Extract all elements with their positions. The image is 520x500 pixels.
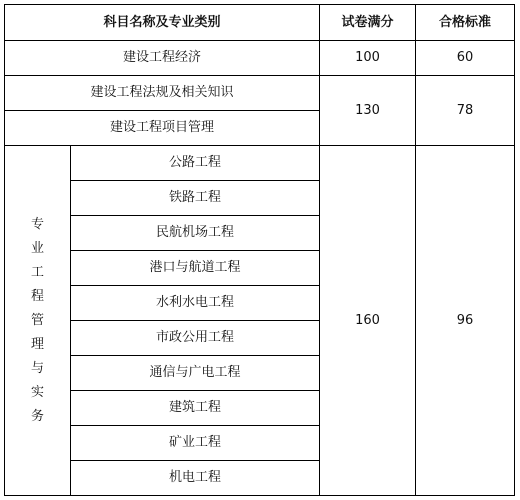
subject-law: 建设工程法规及相关知识 [5,76,320,111]
subject-management: 建设工程项目管理 [5,111,320,146]
specialty-item: 通信与广电工程 [71,356,320,391]
specialty-label-char: 管 [30,312,44,328]
specialty-item: 公路工程 [71,146,320,181]
pass-mark-law-mgmt: 78 [416,76,515,146]
specialty-item: 矿业工程 [71,426,320,461]
header-subject: 科目名称及专业类别 [5,5,320,41]
pass-mark-specialty: 96 [416,146,515,496]
header-pass-mark: 合格标准 [416,5,515,41]
specialty-label-char: 务 [30,408,44,424]
full-score-economy: 100 [320,41,416,76]
specialty-item: 民航机场工程 [71,216,320,251]
specialty-label-char: 程 [30,288,44,304]
specialty-item: 市政公用工程 [71,321,320,356]
exam-score-table [4,4,515,496]
pass-mark-economy: 60 [416,41,515,76]
subject-economy: 建设工程经济 [5,41,320,76]
specialty-label-char: 与 [30,360,44,376]
specialty-label [5,146,71,496]
specialty-label-char: 理 [30,336,44,352]
table-row [5,41,515,76]
specialty-item: 机电工程 [71,461,320,496]
full-score-law-mgmt: 130 [320,76,416,146]
table-row [5,76,515,111]
specialty-item: 铁路工程 [71,181,320,216]
header-full-score: 试卷满分 [320,5,416,41]
header-row [5,5,515,41]
specialty-item: 水利水电工程 [71,286,320,321]
specialty-item: 港口与航道工程 [71,251,320,286]
specialty-item: 建筑工程 [71,391,320,426]
table-row [5,146,515,181]
specialty-label-char: 业 [30,240,44,256]
full-score-specialty: 160 [320,146,416,496]
specialty-label-char: 专 [30,216,44,232]
specialty-label-char: 实 [30,384,44,400]
specialty-label-char: 工 [30,264,44,280]
